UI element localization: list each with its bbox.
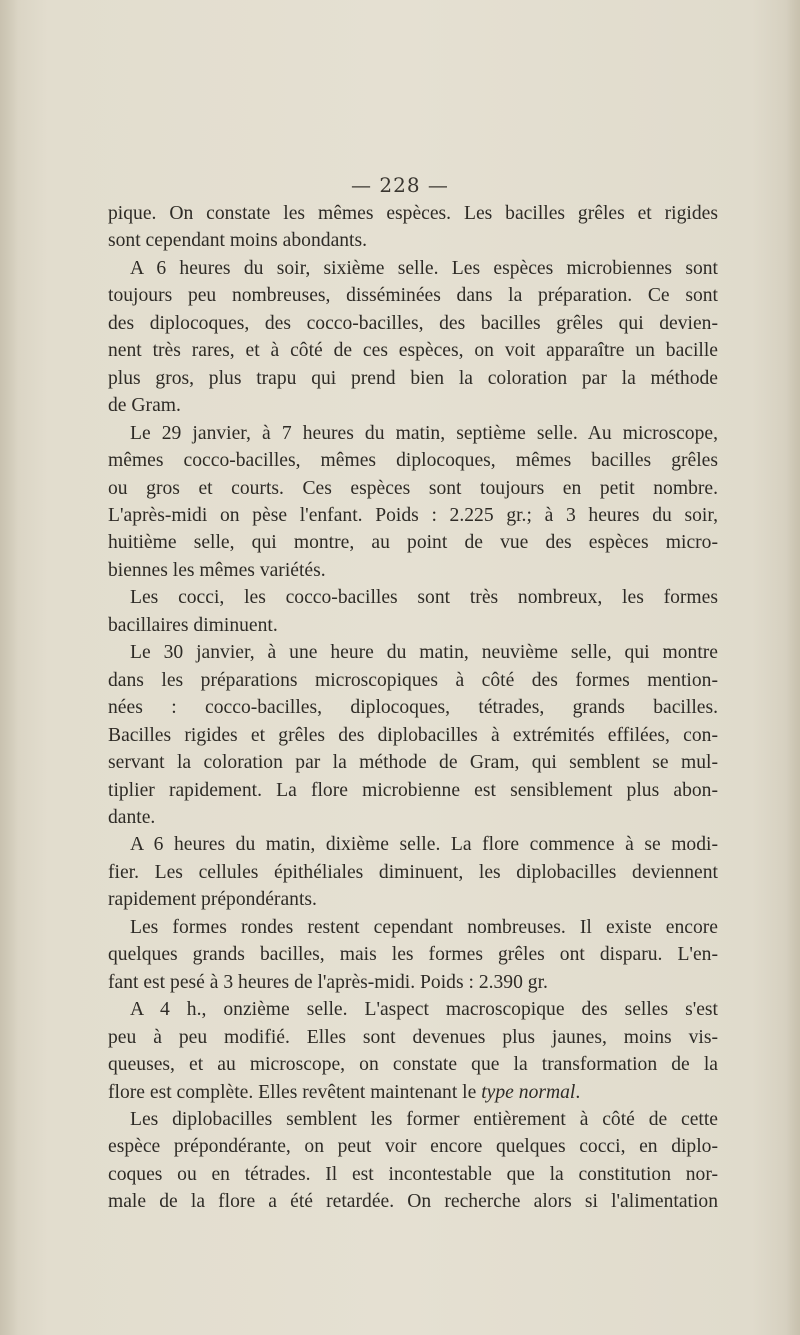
body-text	[108, 200, 718, 1216]
text-line: nées : cocco-bacilles, diplocoques, tétrades, grands bacilles.	[108, 697, 718, 719]
text-line: peu à peu modifié. Elles sont devenues plus jaunes, moins vis-	[108, 1026, 718, 1048]
text-line: huitième selle, qui montre, au point de vue des espèces micro-	[108, 532, 718, 554]
text-line: plus gros, plus trapu qui prend bien la coloration par la méthode	[108, 367, 718, 389]
page-left-shadow	[0, 0, 18, 1335]
text-line: toujours peu nombreuses, disséminées dans la préparation. Ce sont	[108, 285, 718, 307]
text-line: bacillaires diminuent.	[108, 614, 278, 636]
text-line: L'après-midi on pèse l'enfant. Poids : 2.225 gr.; à 3 heures du soir,	[108, 504, 718, 526]
page-right-shadow	[786, 0, 800, 1335]
text-line: servant la coloration par la méthode de Gram, qui semblent se mul-	[108, 752, 718, 774]
text-line: A 6 heures du soir, sixième selle. Les espèces microbiennes sont	[130, 257, 718, 279]
text-line: Les formes rondes restent cependant nombreuses. Il existe encore	[130, 916, 718, 938]
text-line: queuses, et au microscope, on constate que la transformation de la	[108, 1054, 718, 1076]
text-line: pique. On constate les mêmes espèces. Les bacilles grêles et rigides	[108, 203, 718, 224]
text-line: dante.	[108, 806, 156, 828]
text-line: tiplier rapidement. La flore microbienne est sensiblement plus abon-	[108, 779, 718, 801]
text-line: A 4 h., onzième selle. L'aspect macroscopique des selles s'est	[130, 999, 718, 1021]
text-line: Le 30 janvier, à une heure du matin, neuvième selle, qui montre	[130, 642, 718, 664]
text-line: mêmes cocco-bacilles, mêmes diplocoques, mêmes bacilles grêles	[108, 450, 718, 472]
text-line: fier. Les cellules épithéliales diminuent, les diplobacilles deviennent	[108, 861, 718, 883]
text-line: Les diplobacilles semblent les former entièrement à côté de cette	[130, 1108, 718, 1130]
text-line-part: .	[575, 1081, 581, 1103]
text-line	[108, 1079, 718, 1106]
page-number: — 228 —	[351, 173, 449, 197]
text-line: Les cocci, les cocco-bacilles sont très nombreux, les formes	[130, 587, 718, 609]
text-line: quelques grands bacilles, mais les formes grêles ont disparu. L'en-	[108, 944, 718, 966]
text-line: biennes les mêmes variétés.	[108, 559, 326, 581]
text-line: A 6 heures du matin, dixième selle. La flore commence à se modi-	[130, 834, 718, 856]
text-line: des diplocoques, des cocco-bacilles, des bacilles grêles qui devien-	[108, 312, 718, 334]
text-line: rapidement prépondérants.	[108, 889, 317, 911]
text-line: espèce prépondérante, on peut voir encore quelques cocci, en diplo-	[108, 1136, 718, 1158]
text-line: Le 29 janvier, à 7 heures du matin, septième selle. Au microscope,	[130, 422, 718, 444]
text-line: de Gram.	[108, 395, 181, 417]
text-line: sont cependant moins abondants.	[108, 230, 368, 252]
text-line: Bacilles rigides et grêles des diplobacilles à extrémités effilées, con-	[108, 724, 718, 746]
text-line-part: flore est complète. Elles revêtent maintenant le	[108, 1081, 482, 1103]
text-line: nent très rares, et à côté de ces espèces, on voit apparaître un bacille	[108, 340, 718, 362]
text-line: dans les préparations microscopiques à côté des formes mention-	[108, 669, 718, 691]
text-line: ou gros et courts. Ces espèces sont toujours en petit nombre.	[108, 477, 718, 499]
text-line: fant est pesé à 3 heures de l'après-midi. Poids : 2.390 gr.	[108, 971, 548, 993]
italic-term: type normal	[481, 1081, 576, 1103]
text-line: coques ou en tétrades. Il est incontestable que la constitution nor-	[108, 1163, 718, 1185]
text-line: male de la flore a été retardée. On recherche alors si l'alimentation	[108, 1191, 718, 1213]
